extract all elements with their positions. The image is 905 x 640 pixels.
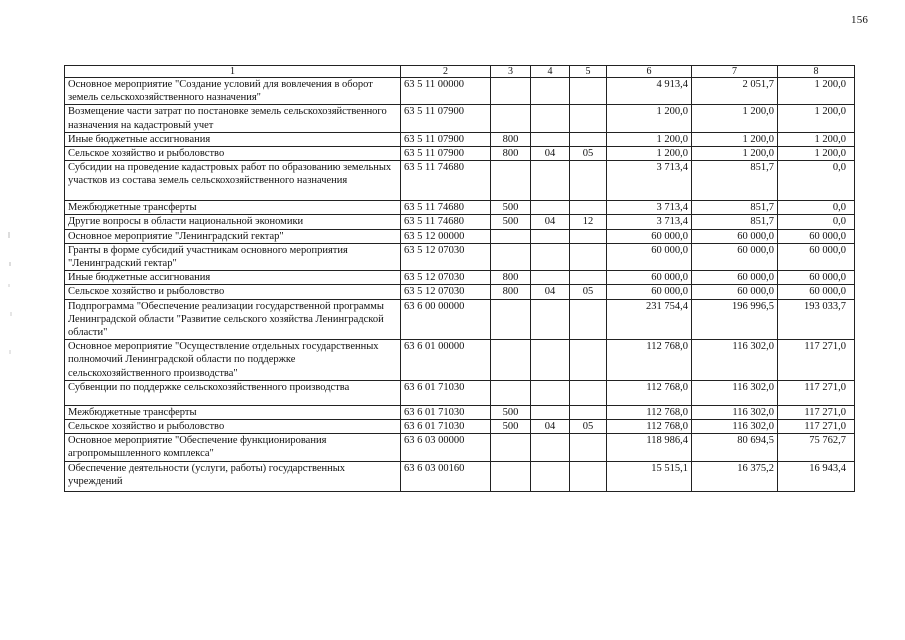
row-code-cell: 63 5 11 00000: [401, 78, 491, 105]
table-row: [65, 105, 855, 132]
row-value6-cell: 60 000,0: [607, 285, 692, 299]
row-col4-cell: [531, 271, 570, 285]
column-header: 8: [778, 66, 855, 78]
row-col3-cell: [491, 243, 531, 270]
row-col3-cell: [491, 461, 531, 491]
row-col3-cell: [491, 105, 531, 132]
row-col5-cell: [570, 132, 607, 146]
row-name-cell: Гранты в форме субсидий участникам основного мероприятия "Ленинградский гектар": [65, 243, 401, 270]
row-col3-cell: [491, 78, 531, 105]
row-col3-cell: [491, 380, 531, 405]
page-number: 156: [851, 14, 869, 26]
row-code-cell: 63 5 12 07030: [401, 243, 491, 270]
row-col5-cell: 05: [570, 420, 607, 434]
row-code-cell: 63 6 01 71030: [401, 380, 491, 405]
row-col4-cell: [531, 132, 570, 146]
row-col4-cell: [531, 243, 570, 270]
row-col5-cell: [570, 161, 607, 201]
row-value7-cell: 60 000,0: [692, 243, 778, 270]
row-code-cell: 63 5 12 07030: [401, 271, 491, 285]
row-value7-cell: 60 000,0: [692, 271, 778, 285]
row-col4-cell: [531, 201, 570, 215]
row-code-cell: 63 6 01 71030: [401, 420, 491, 434]
row-value7-cell: 851,7: [692, 161, 778, 201]
table-row: [65, 243, 855, 270]
row-value7-cell: 1 200,0: [692, 132, 778, 146]
table-row: [65, 340, 855, 381]
row-col5-cell: [570, 340, 607, 381]
row-col3-cell: 500: [491, 405, 531, 419]
row-value6-cell: 4 913,4: [607, 78, 692, 105]
row-value6-cell: 112 768,0: [607, 420, 692, 434]
row-value6-cell: 60 000,0: [607, 229, 692, 243]
row-value7-cell: 16 375,2: [692, 461, 778, 491]
column-header: 4: [531, 66, 570, 78]
row-value7-cell: 851,7: [692, 201, 778, 215]
row-col5-cell: 05: [570, 285, 607, 299]
row-col5-cell: [570, 434, 607, 461]
row-code-cell: 63 5 11 74680: [401, 161, 491, 201]
row-value8-cell: 16 943,4: [778, 461, 855, 491]
row-col3-cell: 500: [491, 201, 531, 215]
row-col3-cell: [491, 299, 531, 340]
row-col5-cell: [570, 105, 607, 132]
row-value7-cell: 196 996,5: [692, 299, 778, 340]
table-row: [65, 299, 855, 340]
row-col3-cell: [491, 229, 531, 243]
table-row: [65, 161, 855, 201]
row-value7-cell: 116 302,0: [692, 340, 778, 381]
table-row: [65, 229, 855, 243]
row-name-cell: Межбюджетные трансферты: [65, 201, 401, 215]
table-row: [65, 434, 855, 461]
row-value6-cell: 60 000,0: [607, 271, 692, 285]
row-col3-cell: 800: [491, 271, 531, 285]
row-name-cell: Возмещение части затрат по постановке земель сельскохозяйственного назначения на кадастровый учет: [65, 105, 401, 132]
row-name-cell: Иные бюджетные ассигнования: [65, 132, 401, 146]
row-col3-cell: [491, 161, 531, 201]
row-name-cell: Субвенции по поддержке сельскохозяйственного производства: [65, 380, 401, 405]
row-col3-cell: 800: [491, 147, 531, 161]
row-code-cell: 63 6 01 00000: [401, 340, 491, 381]
row-col5-cell: [570, 201, 607, 215]
row-value7-cell: 851,7: [692, 215, 778, 229]
row-col5-cell: [570, 405, 607, 419]
column-header: 2: [401, 66, 491, 78]
row-col4-cell: [531, 380, 570, 405]
row-col5-cell: [570, 461, 607, 491]
row-value8-cell: 75 762,7: [778, 434, 855, 461]
row-col4-cell: [531, 340, 570, 381]
row-col4-cell: [531, 229, 570, 243]
row-value6-cell: 112 768,0: [607, 380, 692, 405]
column-header: 1: [65, 66, 401, 78]
row-col3-cell: 800: [491, 132, 531, 146]
row-value8-cell: 117 271,0: [778, 420, 855, 434]
row-value8-cell: 0,0: [778, 215, 855, 229]
row-col4-cell: [531, 105, 570, 132]
row-name-cell: Подпрограмма "Обеспечение реализации государственной программы Ленинградской области "Развитие сельского хозяйства Ленинградской области": [65, 299, 401, 340]
row-col3-cell: 800: [491, 285, 531, 299]
row-value6-cell: 231 754,4: [607, 299, 692, 340]
row-value7-cell: 116 302,0: [692, 380, 778, 405]
table-row: [65, 271, 855, 285]
row-col4-cell: 04: [531, 215, 570, 229]
row-col3-cell: 500: [491, 215, 531, 229]
budget-allocation-table: [64, 65, 855, 492]
row-code-cell: 63 6 03 00160: [401, 461, 491, 491]
row-value7-cell: 116 302,0: [692, 405, 778, 419]
column-header: 3: [491, 66, 531, 78]
row-name-cell: Межбюджетные трансферты: [65, 405, 401, 419]
row-code-cell: 63 6 03 00000: [401, 434, 491, 461]
row-value8-cell: 117 271,0: [778, 340, 855, 381]
row-col4-cell: 04: [531, 285, 570, 299]
table-row: [65, 132, 855, 146]
row-value8-cell: 117 271,0: [778, 380, 855, 405]
row-value7-cell: 1 200,0: [692, 147, 778, 161]
table-row: [65, 147, 855, 161]
row-value6-cell: 15 515,1: [607, 461, 692, 491]
row-value6-cell: 112 768,0: [607, 340, 692, 381]
row-value8-cell: 60 000,0: [778, 285, 855, 299]
row-col5-cell: [570, 299, 607, 340]
table-row: [65, 461, 855, 491]
row-code-cell: 63 6 01 71030: [401, 405, 491, 419]
table-row: [65, 405, 855, 419]
row-value7-cell: 1 200,0: [692, 105, 778, 132]
row-col4-cell: [531, 461, 570, 491]
row-name-cell: Субсидии на проведение кадастровых работ по образованию земельных участков из состава земель сельскохозяйственного назначения: [65, 161, 401, 201]
row-value6-cell: 1 200,0: [607, 132, 692, 146]
row-value7-cell: 60 000,0: [692, 285, 778, 299]
row-name-cell: Основное мероприятие "Осуществление отдельных государственных полномочий Ленинградской области по поддержке сельскохозяйственного производства": [65, 340, 401, 381]
row-col5-cell: [570, 380, 607, 405]
table-header-row: [65, 66, 855, 78]
row-value8-cell: 0,0: [778, 201, 855, 215]
row-value8-cell: 1 200,0: [778, 78, 855, 105]
row-code-cell: 63 6 00 00000: [401, 299, 491, 340]
row-value8-cell: 1 200,0: [778, 132, 855, 146]
row-col4-cell: 04: [531, 420, 570, 434]
row-value8-cell: 193 033,7: [778, 299, 855, 340]
row-col3-cell: 500: [491, 420, 531, 434]
row-name-cell: Основное мероприятие "Создание условий для вовлечения в оборот земель сельскохозяйственного назначения": [65, 78, 401, 105]
row-col5-cell: [570, 271, 607, 285]
row-name-cell: Основное мероприятие "Ленинградский гектар": [65, 229, 401, 243]
row-value7-cell: 80 694,5: [692, 434, 778, 461]
table-row: [65, 78, 855, 105]
row-col5-cell: 12: [570, 215, 607, 229]
table-row: [65, 380, 855, 405]
row-value8-cell: 0,0: [778, 161, 855, 201]
margin-scan-marks: [6, 232, 18, 362]
row-name-cell: Сельское хозяйство и рыболовство: [65, 285, 401, 299]
row-code-cell: 63 5 12 00000: [401, 229, 491, 243]
row-code-cell: 63 5 11 74680: [401, 201, 491, 215]
row-col4-cell: [531, 434, 570, 461]
row-code-cell: 63 5 11 07900: [401, 105, 491, 132]
row-col5-cell: [570, 229, 607, 243]
row-name-cell: Другие вопросы в области национальной экономики: [65, 215, 401, 229]
row-value6-cell: 3 713,4: [607, 161, 692, 201]
column-header: 7: [692, 66, 778, 78]
row-col3-cell: [491, 434, 531, 461]
row-value8-cell: 60 000,0: [778, 243, 855, 270]
row-col4-cell: 04: [531, 147, 570, 161]
row-value8-cell: 117 271,0: [778, 405, 855, 419]
row-col3-cell: [491, 340, 531, 381]
row-value6-cell: 118 986,4: [607, 434, 692, 461]
row-col5-cell: [570, 78, 607, 105]
table-row: [65, 420, 855, 434]
row-value8-cell: 1 200,0: [778, 147, 855, 161]
row-value7-cell: 60 000,0: [692, 229, 778, 243]
row-value8-cell: 60 000,0: [778, 229, 855, 243]
row-value6-cell: 1 200,0: [607, 147, 692, 161]
row-code-cell: 63 5 11 07900: [401, 132, 491, 146]
row-code-cell: 63 5 12 07030: [401, 285, 491, 299]
row-name-cell: Обеспечение деятельности (услуги, работы) государственных учреждений: [65, 461, 401, 491]
row-col4-cell: [531, 78, 570, 105]
row-code-cell: 63 5 11 74680: [401, 215, 491, 229]
row-value7-cell: 116 302,0: [692, 420, 778, 434]
row-value8-cell: 60 000,0: [778, 271, 855, 285]
row-value6-cell: 112 768,0: [607, 405, 692, 419]
table-row: [65, 285, 855, 299]
row-name-cell: Иные бюджетные ассигнования: [65, 271, 401, 285]
row-col4-cell: [531, 161, 570, 201]
table-row: [65, 201, 855, 215]
column-header: 5: [570, 66, 607, 78]
row-col5-cell: [570, 243, 607, 270]
row-col5-cell: 05: [570, 147, 607, 161]
row-value6-cell: 1 200,0: [607, 105, 692, 132]
row-value8-cell: 1 200,0: [778, 105, 855, 132]
row-name-cell: Сельское хозяйство и рыболовство: [65, 147, 401, 161]
row-value6-cell: 3 713,4: [607, 201, 692, 215]
column-header: 6: [607, 66, 692, 78]
row-name-cell: Сельское хозяйство и рыболовство: [65, 420, 401, 434]
row-code-cell: 63 5 11 07900: [401, 147, 491, 161]
row-name-cell: Основное мероприятие "Обеспечение функционирования агропромышленного комплекса": [65, 434, 401, 461]
row-col4-cell: [531, 405, 570, 419]
row-value6-cell: 3 713,4: [607, 215, 692, 229]
row-value7-cell: 2 051,7: [692, 78, 778, 105]
row-value6-cell: 60 000,0: [607, 243, 692, 270]
row-col4-cell: [531, 299, 570, 340]
table-row: [65, 215, 855, 229]
